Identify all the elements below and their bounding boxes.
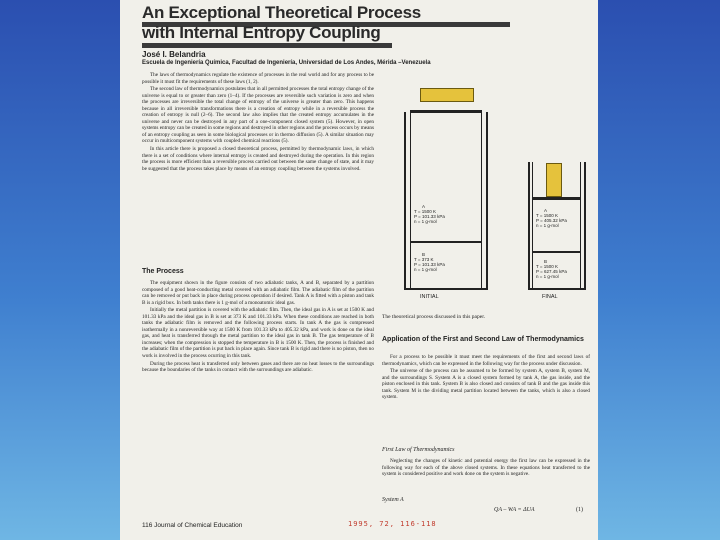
paper-title-line-2: with Internal Entropy Coupling [142,23,381,42]
initial-tank-a-label: A T = 1500 K P = 101.33 kPa n = 1 g-mol [414,204,445,224]
final-inner-right [580,162,581,288]
final-tank-bottom [528,288,586,290]
application-heading: Application of the First and Second Law of Thermodynamics [382,336,584,343]
intro-paragraph: In this article there is proposed a closed theoretical process, permitted by thermodynamic laws, in which there is a set of conditions where internal entropy is created and destroyed during the operation. In this region the process is more efficient than a reversible process carried out between the same change of state, and it may be suggested that the process takes place by means of an entropy coupling between the systems involved. [142,146,374,172]
initial-piston-plate [410,110,482,113]
initial-inner-left [410,112,411,288]
process-heading: The Process [142,268,184,275]
final-inner-left [532,162,533,288]
first-law-paragraph: Neglecting the changes of kinetic and potential energy the first law can be expressed in the following way for each of the above closed systems. In these equations heat transferred to the system is considered positive and work done on the system is negative. [382,458,590,478]
intro-paragraph: The laws of thermodynamics regulate the existence of processes in the real world and for any process to be possible it must fit the requirements of these laws (1, 2). [142,72,374,85]
initial-piston [420,88,474,102]
initial-label: INITIAL [420,294,439,300]
system-a-label: System A [382,497,404,503]
title-rule-2 [142,43,392,48]
author-affiliation: Escuela de Ingeniería Química, Facultad de Ingeniería, Universidad de Los Andes, Mérida –Venezuela [142,60,431,66]
first-law-heading: First Law of Thermodynamics [382,447,455,453]
intro-column [142,72,374,268]
process-column [142,280,374,514]
journal-footer: 116 Journal of Chemical Education [142,522,243,529]
final-tank-right-wall [584,162,586,288]
final-partition [532,251,581,253]
final-piston [546,163,562,197]
process-paragraph: Initially the metal partition is covered with the adiabatic film. Then, the ideal gas in A is set at 1500 K and 101.33 kPa and the ideal gas in B is set at 373 K and 101.33 kPa. When these conditions are reached in both tanks the adiabatic film is removed and the following process starts. In tank A the gas is compressed isothermally in a nonreversible way at 1500 K from 101.33 kPa to 405.32 kPa, and work is done on the ideal gas, and heat is transferred through the metal partition to the ideal gas in tank B. The gas temperature of B increases; when the compression is stopped the temperature in B is 1500 K. Then, the process is finished and the adiabatic film of the partition is put back in place again. Since tank B is rigid and there is no piston, then no work is involved in the process ocurring in this tank. [142,307,374,360]
final-piston-plate [532,197,581,200]
initial-inner-right [481,112,482,288]
initial-tank-b-label: B T = 373 K P = 101.33 kPa n = 1 g-mol [414,252,445,272]
intro-paragraph: The second law of thermodynamics postulates that in all permitted processes the total entropy change of the universe is equal to or greater than zero (1–4). If the processes are reversible such variation is zero and when the processes are irreversible the total change of entropy of the universe is greater than zero. This happens because in all irreversible transformations there is a creation of entropy while in a reversible process the creation of entropy is null (2–6). The second law also implies that the created entropy accumulates in the universe and never can be destroyed in any part of a one-component closed system (5). However, in open systems entropy can be created in some regions and destroyed in other regions and the process occurs by means of an entropy coupling as seen in some biological processes or in thermo diffusion (5). A similar situation may occur in multicomponent systems with coupled chemical reactions (5). [142,86,374,145]
process-paragraph: The equipment shown in the figure consists of two adiabatic tanks, A and B, separated by a partition composed of a good heat-conducting metal covered with an adiabatic film. The adiabatic film of the partition can be removed or put back in place during process operation if desired. Tank A is fitted with a piston and tank B is a rigid box. In both tanks there is 1 g-mol of a monoatomic ideal gas. [142,280,374,306]
handwritten-citation: 1995, 72, 116-118 [348,520,437,528]
application-paragraph: For a process to be possible it must meet the requirements of the first and second laws of thermodynamics, which can be expressed in the following way for the process under discussion. [382,354,590,367]
application-paragraph: The universe of the process can be assumed to be formed by system A, system B, system M, and the surroundings S. System A is a closed system formed by tank A, the gas inside, and the piston enclosed in this tank. System B is also closed and consists of tank B and the gas inside this tank. System M is the dividing metal partition located between the tanks, which is also a closed system. [382,368,590,401]
initial-partition [410,241,482,243]
paper-page [120,0,598,540]
application-column [382,354,590,446]
final-tank-b-label: B T = 1500 K P = 627.45 kPa n = 1 g-mol [536,259,567,279]
initial-tank-right-wall [486,112,488,288]
final-label: FINAL [542,294,558,300]
initial-tank-bottom [404,288,488,290]
author-name: José I. Belandria [142,50,206,59]
final-tank-left-wall [528,162,530,288]
final-tank-a-label: A T = 1500 K P = 405.32 kPa n = 1 g-mol [536,208,567,228]
first-law-column [382,458,590,496]
initial-tank-left-wall [404,112,406,288]
paper-title-line-1: An Exceptional Theoretical Process [142,3,421,22]
equation: QA – WA = ΔUA [494,507,535,513]
process-paragraph: During the process heat is transferred only between gases and there are no heat losses to the surroundings because the boundaries of the tanks in contact with the surroundings are adiabatic. [142,360,374,374]
equation-number: (1) [576,507,583,513]
figure-caption: The theoretical process discussed in this paper. [382,314,486,320]
